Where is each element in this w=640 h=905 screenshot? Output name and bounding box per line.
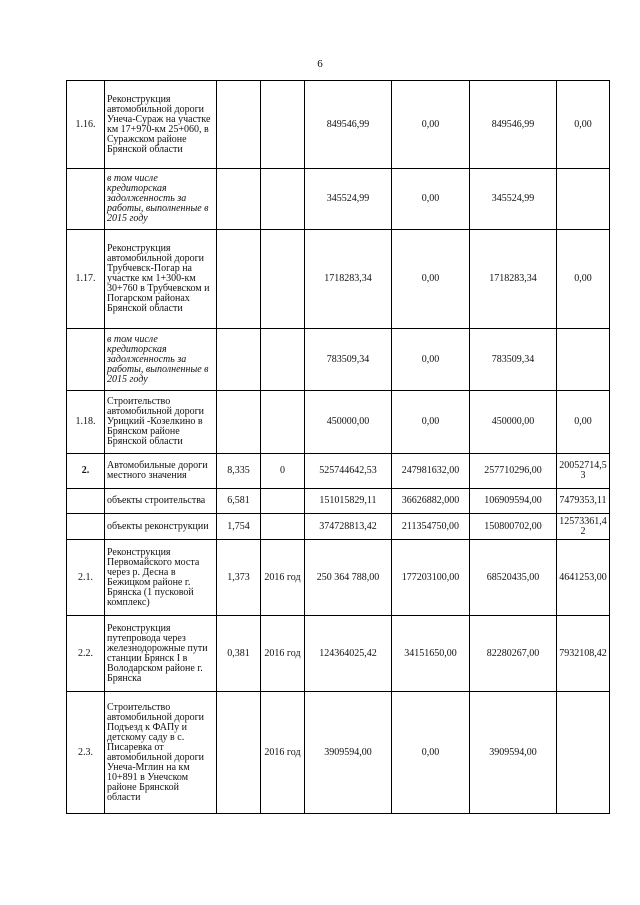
row-total: 250 364 788,00 [305,540,392,616]
row-year [261,514,305,540]
row-length: 1,373 [217,540,261,616]
row-local [557,169,610,230]
row-regional: 68520435,00 [470,540,557,616]
row-name: объекты строительства [105,489,217,514]
row-federal: 0,00 [392,692,470,814]
row-year: 2016 год [261,616,305,692]
row-length [217,230,261,329]
row-federal: 0,00 [392,329,470,391]
row-local: 7479353,11 [557,489,610,514]
row-length [217,329,261,391]
row-year: 2016 год [261,692,305,814]
row-number: 1.16. [67,81,105,169]
row-name: Автомобильные дороги местного значения [105,454,217,489]
funding-table [66,80,610,814]
row-local: 4641253,00 [557,540,610,616]
row-number: 1.18. [67,391,105,454]
table-row [67,489,610,514]
row-year [261,81,305,169]
row-total: 124364025,42 [305,616,392,692]
row-total: 3909594,00 [305,692,392,814]
row-year: 2016 год [261,540,305,616]
table-row [67,616,610,692]
row-year [261,329,305,391]
row-number: 2.2. [67,616,105,692]
row-local: 0,00 [557,81,610,169]
table-row [67,169,610,230]
row-name: Реконструкция автомобильной дороги Трубчевск-Погар на участке км 1+300-км 30+760 в Трубчевском и Погарском районах Брянской области [105,230,217,329]
row-total: 151015829,11 [305,489,392,514]
row-federal: 211354750,00 [392,514,470,540]
row-local: 20052714,53 [557,454,610,489]
row-regional: 257710296,00 [470,454,557,489]
row-name: Реконструкция автомобильной дороги Унеча-Сураж на участке км 17+970-км 25+060, в Суражском районе Брянской области [105,81,217,169]
table-row [67,692,610,814]
row-year [261,489,305,514]
row-regional: 106909594,00 [470,489,557,514]
row-total: 849546,99 [305,81,392,169]
row-name: Строительство автомобильной дороги Урицкий -Козелкино в Брянском районе Брянской области [105,391,217,454]
table-row [67,81,610,169]
table-row [67,329,610,391]
row-name: Реконструкция Первомайского моста через р. Десна в Бежицком районе г. Брянска (1 пусковой комплекс) [105,540,217,616]
row-number [67,169,105,230]
row-local [557,692,610,814]
row-year [261,230,305,329]
table-row [67,540,610,616]
row-federal: 177203100,00 [392,540,470,616]
row-name: Строительство автомобильной дороги Подъезд к ФАПу и детскому саду в с. Писаревка от автомобильной дороги Унеча-Мглин на км 10+891 в Унечском районе Брянской области [105,692,217,814]
table-row [67,454,610,489]
table-row [67,514,610,540]
table-row [67,230,610,329]
row-regional: 150800702,00 [470,514,557,540]
page-number: 6 [317,58,323,70]
row-length [217,81,261,169]
row-regional: 3909594,00 [470,692,557,814]
row-number: 1.17. [67,230,105,329]
row-length: 6,581 [217,489,261,514]
row-length [217,692,261,814]
row-length [217,169,261,230]
row-number [67,514,105,540]
row-year [261,169,305,230]
row-regional: 783509,34 [470,329,557,391]
row-local [557,329,610,391]
row-total: 1718283,34 [305,230,392,329]
row-total: 525744642,53 [305,454,392,489]
row-name: Реконструкция путепровода через железнодорожные пути станции Брянск I в Володарском районе г. Брянска [105,616,217,692]
row-name: объекты реконструкции [105,514,217,540]
row-local: 0,00 [557,230,610,329]
row-federal: 0,00 [392,391,470,454]
row-local: 12573361,42 [557,514,610,540]
row-local: 7932108,42 [557,616,610,692]
row-regional: 849546,99 [470,81,557,169]
row-federal: 0,00 [392,230,470,329]
row-number: 2. [67,454,105,489]
row-federal: 247981632,00 [392,454,470,489]
row-number: 2.1. [67,540,105,616]
row-federal: 0,00 [392,81,470,169]
row-federal: 34151650,00 [392,616,470,692]
row-total: 450000,00 [305,391,392,454]
row-regional: 82280267,00 [470,616,557,692]
row-federal: 36626882,000 [392,489,470,514]
row-total: 374728813,42 [305,514,392,540]
row-length: 1,754 [217,514,261,540]
row-year: 0 [261,454,305,489]
row-regional: 345524,99 [470,169,557,230]
row-length: 0,381 [217,616,261,692]
row-length: 8,335 [217,454,261,489]
table-row [67,391,610,454]
row-regional: 450000,00 [470,391,557,454]
row-year [261,391,305,454]
row-federal: 0,00 [392,169,470,230]
row-number [67,489,105,514]
row-number: 2.3. [67,692,105,814]
row-total: 783509,34 [305,329,392,391]
row-name: в том числе кредиторская задолженность за работы, выполненные в 2015 году [105,169,217,230]
row-total: 345524,99 [305,169,392,230]
row-local: 0,00 [557,391,610,454]
row-name: в том числе кредиторская задолженность за работы, выполненные в 2015 году [105,329,217,391]
row-length [217,391,261,454]
row-regional: 1718283,34 [470,230,557,329]
row-number [67,329,105,391]
